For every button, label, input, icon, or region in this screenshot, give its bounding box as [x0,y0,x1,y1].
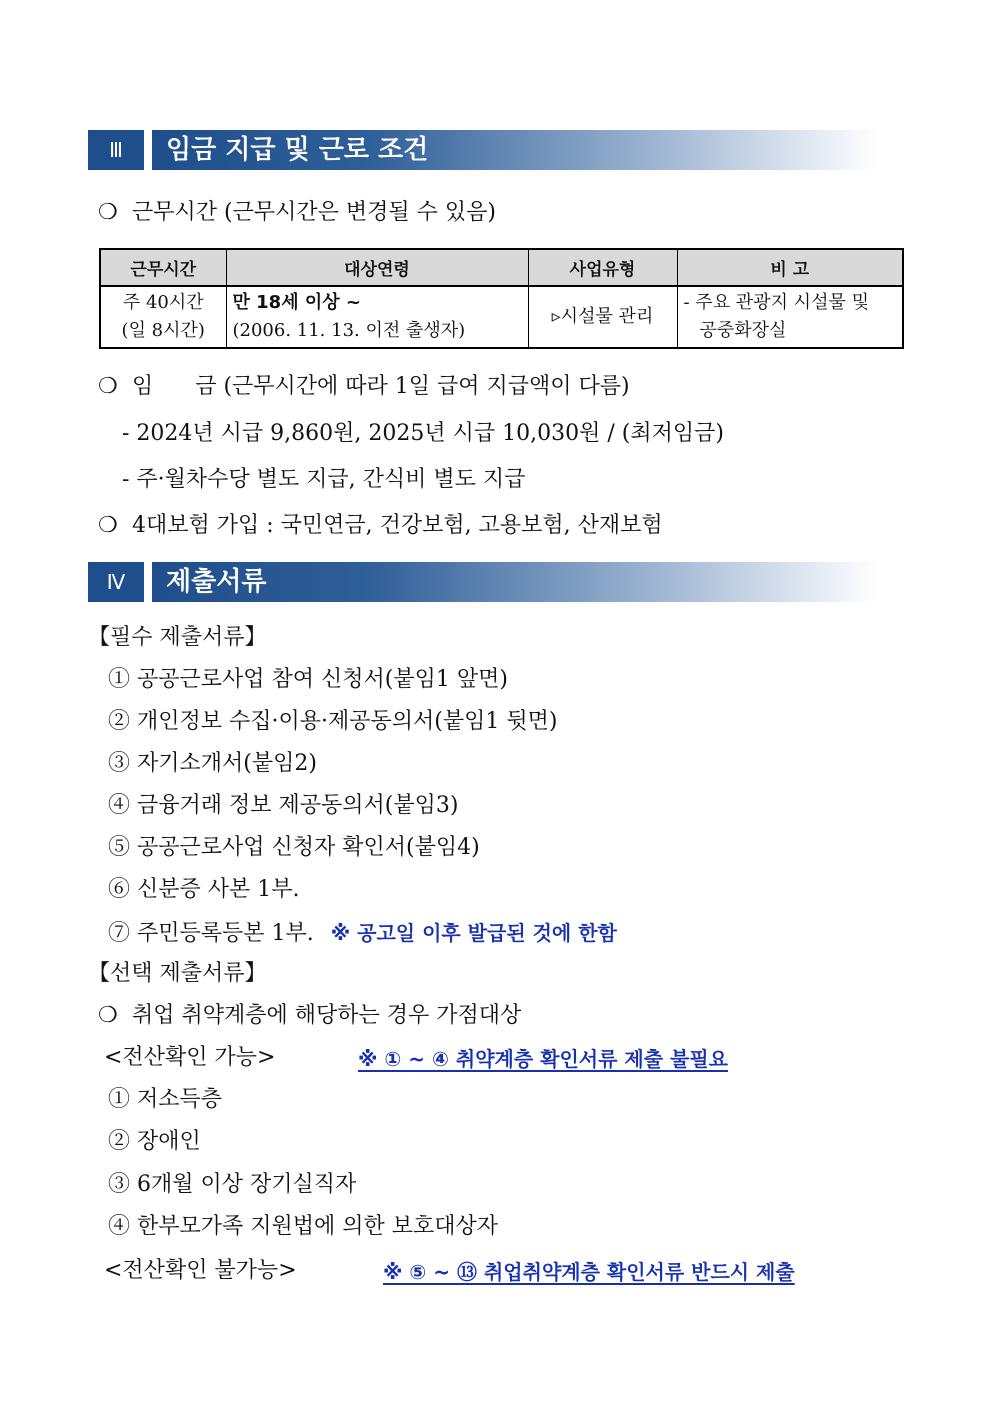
list-item: ⑤ 공공근로사업 신청자 확인서(붙임4) [108,835,480,860]
note-cell: - 주요 관광지 시설물 및 공중화장실 [677,286,903,348]
offline-check-note: ※ ⑤ ~ ⑬ 취업취약계층 확인서류 반드시 제출 [383,1260,795,1284]
hours-cell: 주 40시간 (일 8시간) [100,286,226,348]
work-hours-heading: ❍ 근무시간 (근무시간은 변경될 수 있음) [98,198,496,228]
table-header-cell: 사업유형 [528,249,677,286]
list-item: ④ 한부모가족 지원법에 의한 보호대상자 [108,1214,499,1239]
list-item: ① 공공근로사업 참여 신청서(붙임1 앞면) [108,667,508,692]
list-item: ② 장애인 [108,1129,201,1154]
list-item: ② 개인정보 수집·이용·제공동의서(붙임1 뒷면) [108,709,558,734]
table-header-cell: 대상연령 [226,249,528,286]
table-row [100,286,903,348]
age-cell: 만 18세 이상 ~ (2006. 11. 13. 이전 출생자) [226,286,528,348]
section-number: Ⅲ [88,130,144,170]
wage-line-2: - 주·월차수당 별도 지급, 간식비 별도 지급 [122,467,526,492]
table-header-cell: 비 고 [677,249,903,286]
circle-bullet-icon: ❍ [98,1003,118,1028]
table-header-row [100,249,903,286]
list-item: ⑥ 신분증 사본 1부. [108,877,300,902]
issue-date-note: ※ 공고일 이후 발급된 것에 한함 [330,921,617,945]
online-check-note: ※ ① ~ ④ 취약계층 확인서류 제출 불필요 [358,1047,728,1071]
list-item: ④ 금융거래 정보 제공동의서(붙임3) [108,793,459,818]
table-header-cell: 근무시간 [100,249,226,286]
offline-check-label: <전산확인 불가능> [104,1258,297,1283]
optional-subheading: ❍ 취업 취약계층에 해당하는 경우 가점대상 [98,1001,521,1031]
required-docs-heading: 【필수 제출서류】 [88,625,267,650]
list-item: ① 저소득층 [108,1087,223,1112]
optional-docs-heading: 【선택 제출서류】 [88,961,267,986]
list-item: ③ 자기소개서(붙임2) [108,751,317,776]
section-title: 임금 지급 및 근로 조건 [152,130,878,170]
section-number: Ⅳ [88,562,144,602]
online-check-label: <전산확인 가능> [104,1045,276,1070]
insurance-line: ❍ 4대보험 가입 : 국민연금, 건강보험, 고용보험, 산재보험 [98,511,663,541]
wage-heading: ❍ 임 금 (근무시간에 따라 1일 급여 지급액이 다름) [98,372,630,402]
circle-bullet-icon: ❍ [98,374,118,399]
circle-bullet-icon: ❍ [98,200,118,225]
list-item: ⑦ 주민등록등본 1부. ※ 공고일 이후 발급된 것에 한함 [108,921,617,946]
list-item: ③ 6개월 이상 장기실직자 [108,1172,357,1197]
wage-line-1: - 2024년 시급 9,860원, 2025년 시급 10,030원 / (최저임금) [122,421,724,446]
type-cell: ▹시설물 관리 [528,286,677,348]
circle-bullet-icon: ❍ [98,513,118,538]
work-conditions-table [99,248,904,349]
section-4-header [88,562,878,602]
section-3-header [88,130,878,170]
section-title: 제출서류 [152,562,878,602]
